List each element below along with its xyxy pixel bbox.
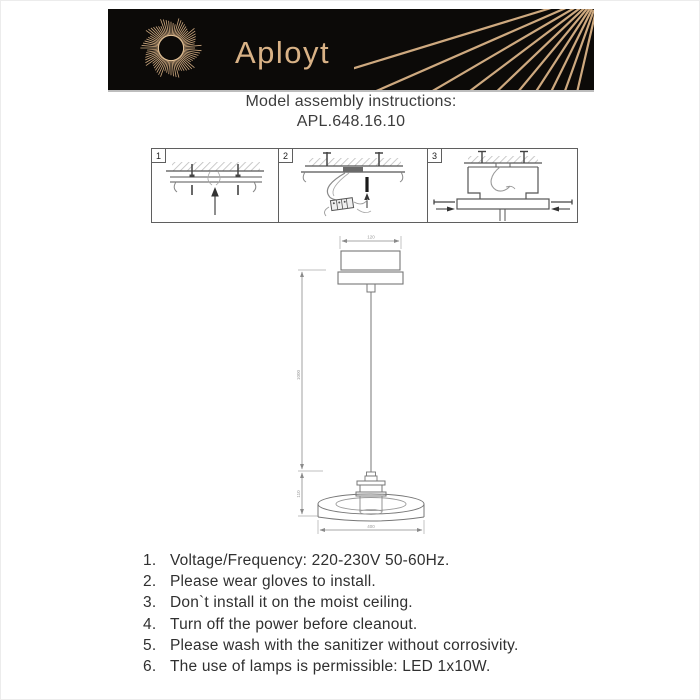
page-title xyxy=(1,92,700,131)
decorative-rays xyxy=(354,9,594,90)
item-text: Voltage/Frequency: 220-230V 50-60Hz. xyxy=(170,552,450,569)
dim-shade-diameter: 400 xyxy=(367,524,375,529)
item-text: Please wear gloves to install. xyxy=(170,573,376,591)
list-item xyxy=(143,593,518,614)
title-line1: Model assembly instructions: xyxy=(245,93,457,110)
list-item xyxy=(143,636,518,657)
step-number-badge: 2 xyxy=(279,149,293,163)
step-number-badge: 1 xyxy=(152,149,166,163)
step-number-badge: 3 xyxy=(428,149,442,163)
item-number: 5. xyxy=(143,636,157,654)
sunburst-icon xyxy=(138,15,204,81)
pendant-lamp-dimension-drawing xyxy=(271,229,456,544)
brand-banner xyxy=(108,9,594,92)
dim-cable-length: 1000 xyxy=(296,369,301,381)
item-text: Don`t install it on the moist ceiling. xyxy=(170,594,413,612)
item-text: The use of lamps is permissible: LED 1x10W. xyxy=(170,657,491,675)
brand-logo-text: Aployt xyxy=(235,35,331,70)
dim-shade-height: 110 xyxy=(296,490,301,498)
item-number: 6. xyxy=(143,657,157,675)
item-number: 2. xyxy=(143,573,157,591)
step-2-drawing-wiring xyxy=(279,149,427,221)
item-text: Please wash with the sanitizer without corrosivity. xyxy=(170,636,519,654)
assembly-step-1 xyxy=(152,149,278,222)
item-number: 1. xyxy=(143,552,157,569)
step-3-drawing-canopy xyxy=(428,149,576,221)
list-item xyxy=(143,572,518,593)
list-item xyxy=(143,657,518,678)
model-number: APL.648.16.10 xyxy=(296,112,406,130)
assembly-step-2 xyxy=(278,149,427,222)
item-text: Turn off the power before cleanout. xyxy=(170,615,418,633)
item-number: 3. xyxy=(143,594,157,612)
list-item xyxy=(143,615,518,636)
safety-instructions-list xyxy=(143,551,518,678)
dim-canopy-width: 120 xyxy=(367,234,375,240)
assembly-step-3 xyxy=(427,149,577,222)
assembly-steps-strip xyxy=(151,148,578,223)
item-number: 4. xyxy=(143,615,157,633)
list-item xyxy=(143,551,518,572)
step-1-drawing-mount-bracket xyxy=(152,149,278,221)
